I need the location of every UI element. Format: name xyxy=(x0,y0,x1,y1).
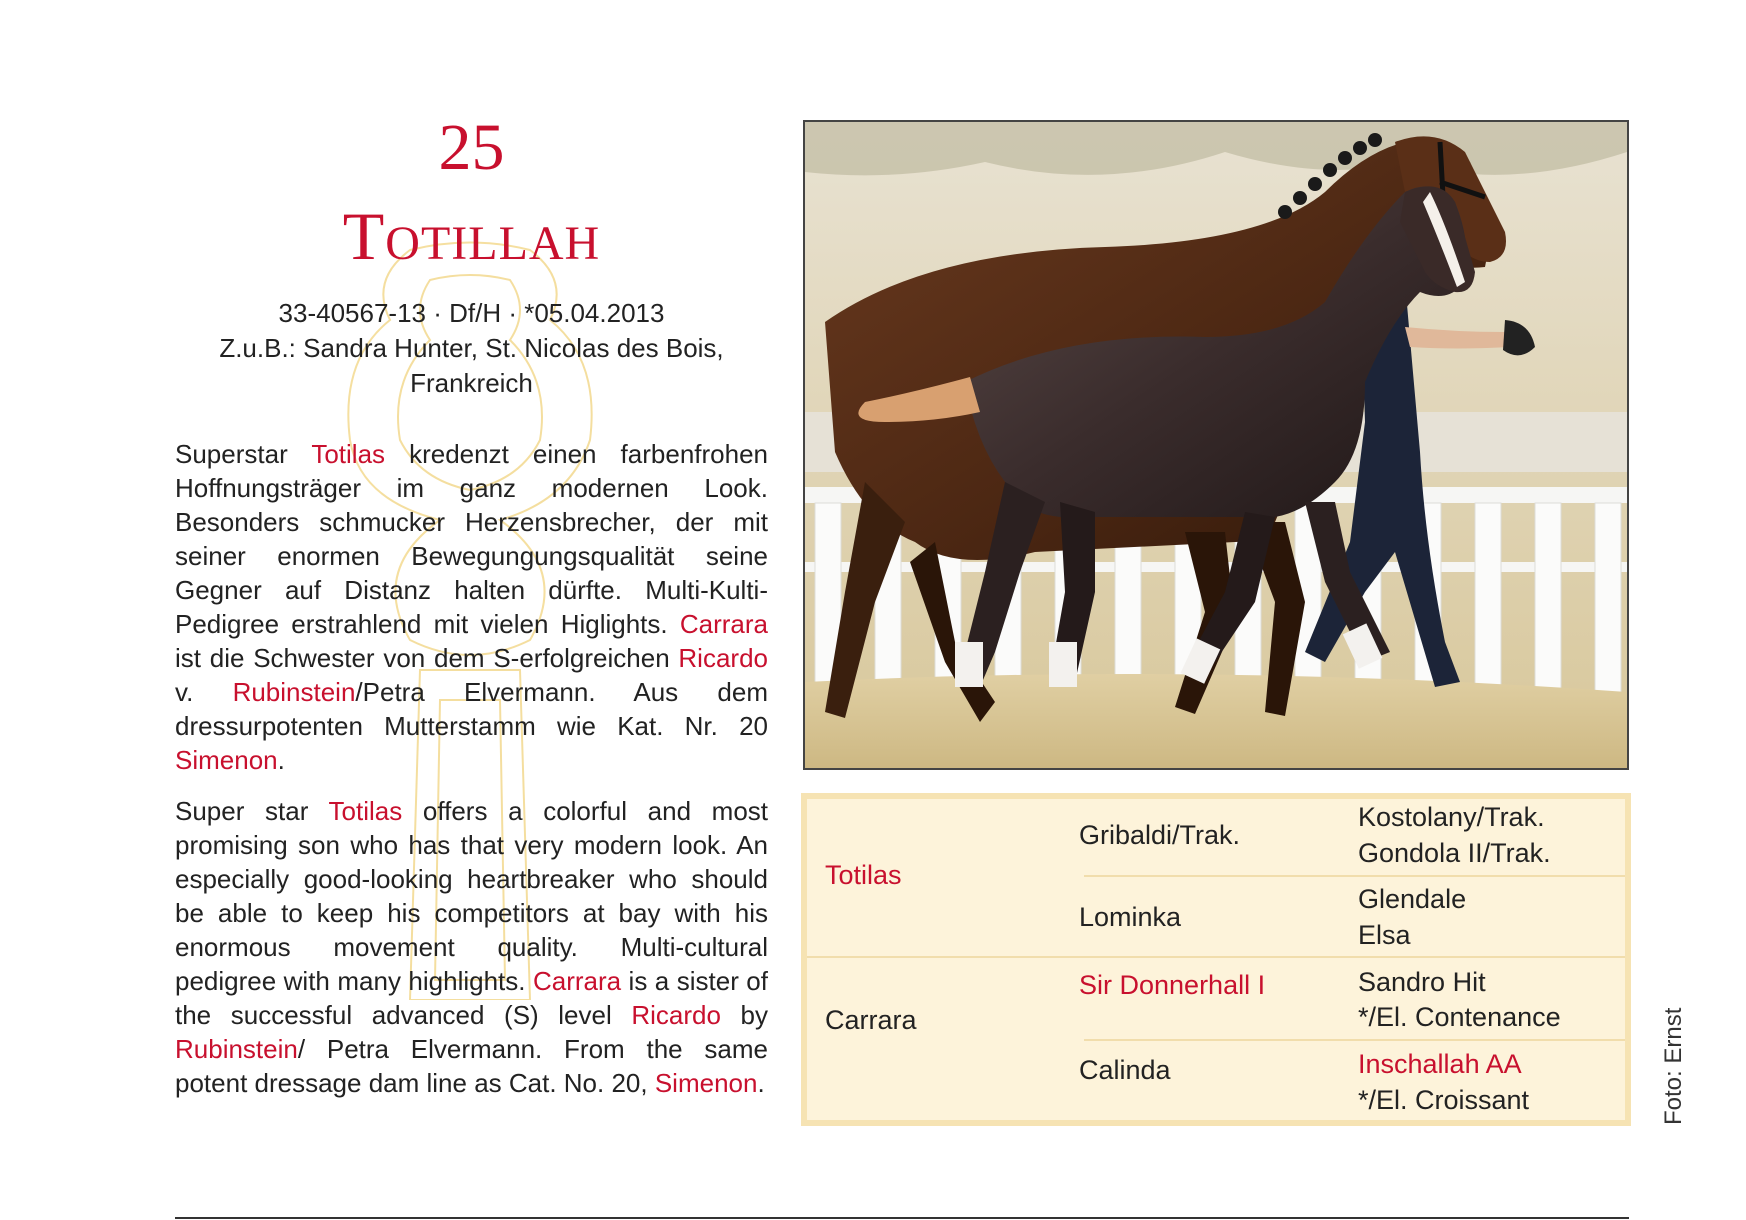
pedigree-divider xyxy=(1084,1039,1625,1041)
pedigree-ddd: */El. Croissant xyxy=(1358,1085,1530,1115)
breeder-line: Z.u.B.: Sandra Hunter, St. Nicolas des Bois, xyxy=(219,333,724,363)
rubinstein-link: Rubinstein xyxy=(232,677,356,707)
text-segment: ist die Schwester von dem S-erfolgreichen xyxy=(175,643,679,673)
text-segment: /Petra Elvermann. Aus dem dressurpotenten Mutterstamm wie Kat. Nr. 20 xyxy=(175,677,768,741)
dam-link: Carrara xyxy=(532,966,622,996)
text-segment: by xyxy=(720,1000,768,1030)
description-english xyxy=(175,794,768,1100)
pedigree-sss: Kostolany/Trak. xyxy=(1358,802,1545,832)
text-segment: is a sister of the successful advanced (S) level xyxy=(175,966,768,1030)
pedigree-dam: Carrara xyxy=(825,1005,917,1035)
photo-credit: Foto: Ernst xyxy=(1660,1007,1687,1125)
horse-meta xyxy=(175,296,768,401)
text-segment: . xyxy=(757,1068,765,1098)
pedigree-dam-dam: Calinda xyxy=(1079,1055,1171,1085)
rubinstein-link: Rubinstein xyxy=(175,1034,298,1064)
breeder-country: Frankreich xyxy=(410,368,533,398)
text-segment: offers a colorful and most promising son who has that very modern look. An especially good-looking heartbreaker who should be able to keep his competitors at bay with his enormous movement quality. Multi-cultural pedigree with many highlights. xyxy=(175,796,769,996)
pedigree-sire: Totilas xyxy=(825,860,902,890)
text-segment: / Petra Elvermann. From the same potent dressage dam line as Cat. No. 20, xyxy=(175,1034,768,1098)
pedigree-sire-sire: Gribaldi/Trak. xyxy=(1079,820,1241,850)
description-german xyxy=(175,437,768,777)
sire-link: Totilas xyxy=(311,439,386,469)
pedigree-dam-sire: Sir Donnerhall I xyxy=(1079,970,1266,1000)
text-segment: kredenzt einen farbenfrohen Hoffnungsträger im ganz modernen Look. Besonders schmucker Herzensbrecher, der mit seiner enormen Bewegungungsqualität seine Gegner auf Distanz halten dürfte. Multi-Kulti-Pedigree erstrahlend mit vielen Higlights. xyxy=(175,439,769,639)
ricardo-link: Ricardo xyxy=(678,643,768,673)
pedigree-divider xyxy=(807,956,1625,958)
pedigree-dds: Inschallah AA xyxy=(1358,1049,1522,1079)
pedigree-dsd: */El. Contenance xyxy=(1358,1002,1561,1032)
pedigree-sire-dam: Lominka xyxy=(1079,902,1182,932)
text-segment: Super star xyxy=(175,796,329,826)
registration-line: 33-40567-13 · Df/H · *05.04.2013 xyxy=(278,298,665,328)
pedigree-sdd: Elsa xyxy=(1358,920,1411,950)
pedigree-table xyxy=(801,793,1631,1126)
pedigree-dss: Sandro Hit xyxy=(1358,967,1486,997)
text-segment: v. xyxy=(175,677,233,707)
pedigree-ssd: Gondola II/Trak. xyxy=(1358,838,1551,868)
bottom-rule xyxy=(175,1217,1629,1219)
pedigree-divider xyxy=(1084,875,1625,877)
simenon-link: Simenon xyxy=(175,745,278,775)
horse-photo xyxy=(803,120,1629,770)
dam-link: Carrara xyxy=(679,609,768,639)
horse-name: Totillah xyxy=(342,198,601,274)
lot-number: 25 xyxy=(438,111,505,184)
text-segment: Superstar xyxy=(175,439,312,469)
pedigree-sds: Glendale xyxy=(1358,884,1467,914)
ricardo-link: Ricardo xyxy=(631,1000,721,1030)
sire-link: Totilas xyxy=(328,796,403,826)
simenon-link: Simenon xyxy=(654,1068,758,1098)
text-segment: . xyxy=(277,745,285,775)
